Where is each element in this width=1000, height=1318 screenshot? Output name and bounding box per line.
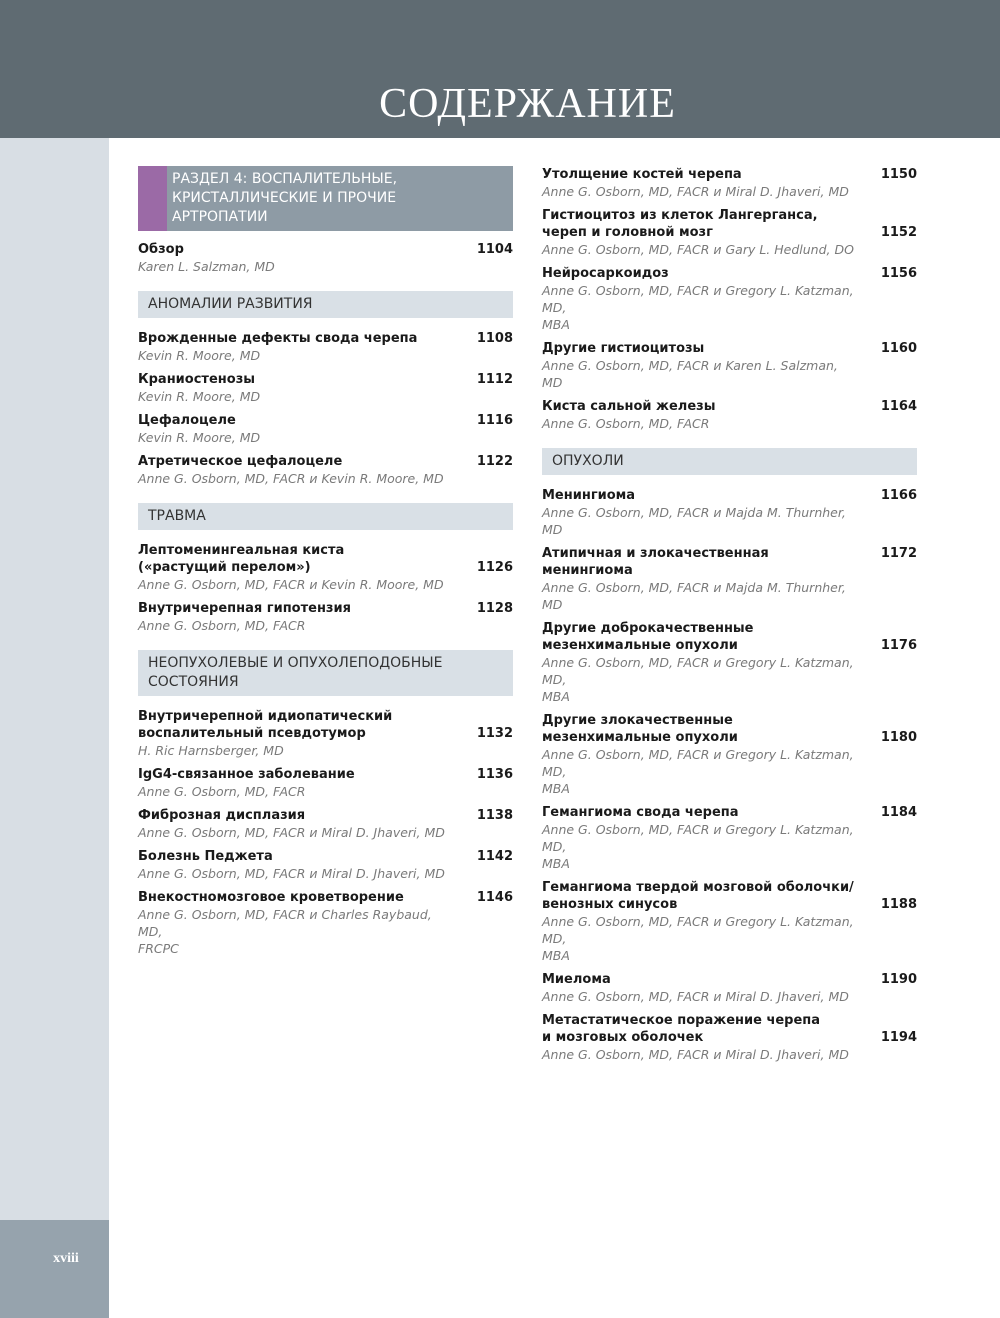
- entry-author: Anne G. Osborn, MD, FACR и Gregory L. Katzman, MD,: [542, 747, 854, 779]
- entry-author: Anne G. Osborn, MD, FACR и Miral D. Jhaveri, MD: [542, 989, 849, 1004]
- entry-author: Anne G. Osborn, MD, FACR и Majda M. Thurnher, MD: [542, 505, 846, 537]
- entry-page-number: 1176: [880, 638, 917, 653]
- toc-entry[interactable]: [542, 620, 917, 705]
- toc-column-right: [542, 166, 917, 1070]
- entry-author: Anne G. Osborn, MD, FACR и Miral D. Jhaveri, MD: [138, 866, 445, 881]
- toc-entry[interactable]: [138, 807, 513, 841]
- toc-entry[interactable]: [542, 971, 917, 1005]
- entry-title: («растущий перелом»): [138, 560, 311, 575]
- entry-page-number: 1126: [476, 560, 513, 575]
- entry-author: MBA: [542, 781, 570, 796]
- entry-title: Гистиоцитоз из клеток Лангерганса,: [542, 208, 818, 223]
- entry-author: Kevin R. Moore, MD: [138, 348, 261, 363]
- entry-author: FRCPC: [138, 941, 179, 956]
- entry-author: Anne G. Osborn, MD, FACR и Gregory L. Katzman, MD,: [542, 283, 854, 315]
- entry-author: Anne G. Osborn, MD, FACR и Gregory L. Katzman, MD,: [542, 655, 854, 687]
- section-heading-line: АРТРОПАТИИ: [172, 209, 268, 225]
- entry-title: череп и головной мозг: [542, 225, 713, 240]
- entry-author: Anne G. Osborn, MD, FACR и Charles Raybaud, MD,: [138, 907, 432, 939]
- entry-title: Киста сальной железы: [542, 399, 716, 414]
- toc-entry[interactable]: [138, 241, 513, 275]
- entry-author: Anne G. Osborn, MD, FACR и Miral D. Jhaveri, MD: [542, 184, 849, 199]
- page-header: [0, 0, 1000, 138]
- entry-title: Гемангиома твердой мозговой оболочки/: [542, 880, 854, 895]
- entry-page-number: 1150: [880, 167, 917, 182]
- entry-title: Внутричерепной идиопатический: [138, 709, 393, 724]
- entry-title: Другие доброкачественные: [542, 621, 754, 636]
- section-heading-line: РАЗДЕЛ 4: ВОСПАЛИТЕЛЬНЫЕ,: [172, 171, 398, 187]
- toc-entry[interactable]: [542, 398, 917, 432]
- toc-entry[interactable]: [138, 453, 513, 487]
- entry-author: MBA: [542, 317, 570, 332]
- entry-title: Внутричерепная гипотензия: [138, 601, 351, 616]
- entry-title: Другие гистиоцитозы: [542, 341, 705, 356]
- entry-author: Anne G. Osborn, MD, FACR и Karen L. Salzman, MD: [542, 358, 838, 390]
- category-heading: [138, 503, 513, 530]
- entry-title: Другие злокачественные: [542, 713, 733, 728]
- entry-title: Атретическое цефалоцеле: [138, 454, 343, 469]
- entry-title: мезенхимальные опухоли: [542, 730, 738, 745]
- entry-author: Anne G. Osborn, MD, FACR и Gary L. Hedlund, DO: [542, 242, 854, 257]
- entry-title: венозных синусов: [542, 897, 678, 912]
- entry-title: Лептоменингеальная киста: [138, 543, 345, 558]
- toc-entry[interactable]: [542, 340, 917, 391]
- entry-author: Anne G. Osborn, MD, FACR: [138, 784, 306, 799]
- entry-title: Болезнь Педжета: [138, 849, 273, 864]
- entry-page-number: 1146: [476, 890, 513, 905]
- entry-page-number: 1164: [880, 399, 917, 414]
- page-number-tab: [0, 1220, 109, 1318]
- entry-title: Фиброзная дисплазия: [138, 808, 306, 823]
- entry-author: MBA: [542, 856, 570, 871]
- entry-title: Метастатическое поражение черепа: [542, 1013, 821, 1028]
- entry-author: Anne G. Osborn, MD, FACR и Kevin R. Moore, MD: [138, 471, 444, 486]
- entry-title: Атипичная и злокачественная менингиома: [542, 546, 769, 578]
- entry-author: Anne G. Osborn, MD, FACR и Miral D. Jhaveri, MD: [542, 1047, 849, 1062]
- entry-author: Anne G. Osborn, MD, FACR и Miral D. Jhaveri, MD: [138, 825, 445, 840]
- entry-author: Anne G. Osborn, MD, FACR и Gregory L. Katzman, MD,: [542, 914, 854, 946]
- section-accent-bar: [138, 166, 167, 231]
- entry-author: Anne G. Osborn, MD, FACR: [542, 416, 710, 431]
- category-heading-line: АНОМАЛИИ РАЗВИТИЯ: [148, 296, 313, 312]
- entry-page-number: 1152: [880, 225, 917, 240]
- entry-page-number: 1172: [880, 546, 917, 561]
- entry-author: Anne G. Osborn, MD, FACR и Majda M. Thurnher, MD: [542, 580, 846, 612]
- toc-entry[interactable]: [542, 804, 917, 872]
- category-heading-line: ОПУХОЛИ: [552, 453, 624, 469]
- section-heading: [138, 166, 513, 231]
- entry-page-number: 1156: [880, 266, 917, 281]
- toc-entry[interactable]: [542, 265, 917, 333]
- toc-entry[interactable]: [542, 879, 917, 964]
- entry-page-number: 1116: [476, 413, 513, 428]
- toc-entry[interactable]: [542, 1012, 917, 1063]
- section-heading-line: КРИСТАЛЛИЧЕСКИЕ И ПРОЧИЕ: [172, 190, 397, 206]
- toc-entry[interactable]: [542, 207, 917, 258]
- entry-author: Anne G. Osborn, MD, FACR и Gregory L. Katzman, MD,: [542, 822, 854, 854]
- toc-column-left: [138, 166, 513, 964]
- toc-entry[interactable]: [542, 545, 917, 613]
- category-heading-line: СОСТОЯНИЯ: [148, 674, 239, 690]
- toc-entry[interactable]: [138, 330, 513, 364]
- page-title: СОДЕРЖАНИЕ: [379, 81, 676, 127]
- entry-page-number: 1122: [476, 454, 513, 469]
- entry-page-number: 1160: [880, 341, 917, 356]
- category-heading-line: ТРАВМА: [148, 508, 206, 524]
- entry-author: MBA: [542, 948, 570, 963]
- toc-entry[interactable]: [138, 542, 513, 593]
- entry-title: IgG4-связанное заболевание: [138, 767, 355, 782]
- entry-title: Миелома: [542, 972, 611, 987]
- entry-title: и мозговых оболочек: [542, 1030, 704, 1045]
- entry-page-number: 1166: [880, 488, 917, 503]
- entry-title: Нейросаркоидоз: [542, 266, 669, 281]
- toc-entry[interactable]: [138, 371, 513, 405]
- entry-page-number: 1190: [880, 972, 917, 987]
- entry-page-number: 1142: [476, 849, 513, 864]
- entry-page-number: 1104: [476, 242, 513, 257]
- entry-title: воспалительный псевдотумор: [138, 726, 366, 741]
- page-number: xviii: [53, 1251, 79, 1266]
- toc-entry[interactable]: [138, 708, 513, 759]
- toc-entry[interactable]: [542, 487, 917, 538]
- entry-title: Врожденные дефекты свода черепа: [138, 331, 418, 346]
- entry-page-number: 1184: [880, 805, 917, 820]
- entry-title: Обзор: [138, 242, 184, 257]
- toc-entry[interactable]: [138, 889, 513, 957]
- entry-author: Karen L. Salzman, MD: [138, 259, 275, 274]
- category-heading: [138, 650, 513, 696]
- entry-page-number: 1132: [476, 726, 513, 741]
- entry-author: MBA: [542, 689, 570, 704]
- side-margin-band: [0, 138, 109, 1318]
- category-heading: [138, 291, 513, 318]
- entry-page-number: 1194: [880, 1030, 917, 1045]
- entry-page-number: 1112: [476, 372, 513, 387]
- entry-author: H. Ric Harnsberger, MD: [138, 743, 284, 758]
- category-heading: [542, 448, 917, 475]
- toc-entry[interactable]: [138, 600, 513, 634]
- entry-author: Anne G. Osborn, MD, FACR и Kevin R. Moore, MD: [138, 577, 444, 592]
- toc-entry[interactable]: [138, 848, 513, 882]
- entry-title: Краниостенозы: [138, 372, 256, 387]
- entry-author: Anne G. Osborn, MD, FACR: [138, 618, 306, 633]
- toc-entry[interactable]: [542, 712, 917, 797]
- entry-title: Внекостномозговое кроветворение: [138, 890, 404, 905]
- entry-author: Kevin R. Moore, MD: [138, 430, 261, 445]
- entry-author: Kevin R. Moore, MD: [138, 389, 261, 404]
- entry-title: Цефалоцеле: [138, 413, 236, 428]
- entry-title: мезенхимальные опухоли: [542, 638, 738, 653]
- entry-title: Менингиома: [542, 488, 636, 503]
- toc-entry[interactable]: [138, 412, 513, 446]
- entry-page-number: 1136: [476, 767, 513, 782]
- entry-page-number: 1138: [476, 808, 513, 823]
- entry-page-number: 1188: [880, 897, 917, 912]
- entry-page-number: 1128: [476, 601, 513, 616]
- entry-title: Гемангиома свода черепа: [542, 805, 739, 820]
- toc-entry[interactable]: [542, 166, 917, 200]
- toc-entry[interactable]: [138, 766, 513, 800]
- category-heading-line: НЕОПУХОЛЕВЫЕ И ОПУХОЛЕПОДОБНЫЕ: [148, 655, 443, 671]
- entry-title: Утолщение костей черепа: [542, 167, 742, 182]
- entry-page-number: 1108: [476, 331, 513, 346]
- entry-page-number: 1180: [880, 730, 917, 745]
